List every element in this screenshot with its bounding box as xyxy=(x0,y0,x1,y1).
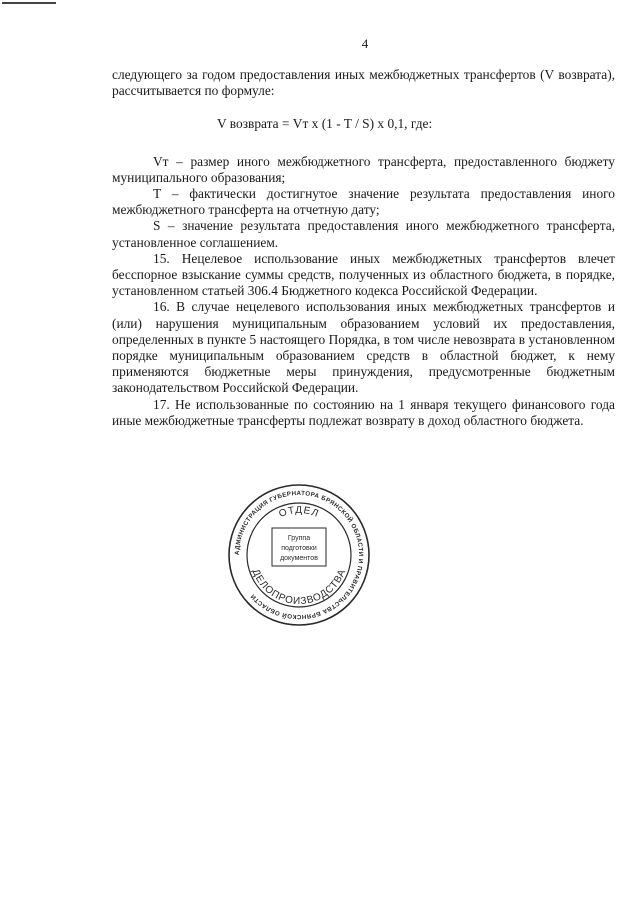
formula: V возврата = Vт x (1 - T / S) x 0,1, где: xyxy=(217,116,433,132)
paragraph-15: 15. Нецелевое использование иных межбюджетных трансфертов влечет бесспорное взыскание суммы средств, полученных из областного бюджета, в порядке, установленном статьей 306.4 Бюджетного кодекса Российской Федерации. xyxy=(112,250,615,299)
stamp-ring-text: АДМИНИСТРАЦИЯ ГУБЕРНАТОРА БРЯНСКОЙ ОБЛАСТИ И ПРАВИТЕЛЬСТВА БРЯНСКОЙ ОБЛАСТИ xyxy=(233,489,365,621)
s-definition: S – значение результата предоставления иного межбюджетного трансферта, установленное соглашением. xyxy=(112,218,615,250)
paragraph-17: 17. Не использованные по состоянию на 1 января текущего финансового года иные межбюджетные трансферты подлежат возврату в доход областного бюджета. xyxy=(112,396,615,428)
stamp-graphic xyxy=(226,482,372,628)
stamp-center-line2: подготовки xyxy=(281,545,317,552)
page-number: 4 xyxy=(361,36,369,51)
vt-definition: Vт – размер иного межбюджетного трансферта, предоставленного бюджету муниципального образования; xyxy=(112,153,615,185)
intro-paragraph: следующего за годом предоставления иных межбюджетных трансфертов (V возврата), рассчитывается по формуле: xyxy=(112,67,615,99)
office-stamp xyxy=(226,482,372,628)
document-body xyxy=(112,67,615,429)
stamp-center-line1: Группа xyxy=(287,535,311,542)
t-definition: T – фактически достигнутое значение результата предоставления иного межбюджетного трансферта на отчетную дату; xyxy=(112,186,615,218)
stamp-arc-top: ОТДЕЛ xyxy=(277,504,321,520)
stamp-arc-bottom: ДЕЛОПРОИЗВОДСТВА xyxy=(249,567,349,608)
top-edge-line xyxy=(2,2,56,4)
stamp-center-line3: документов xyxy=(280,555,318,562)
paragraph-16: 16. В случае нецелевого использования иных межбюджетных трансфертов и (или) нарушения муниципальным образованием условий их предоставления, определенных в пункте 5 настоящего Порядка, в том числе невозврата в установленном порядке муниципальным образованием средств в областной бюджет, к нему применяются бюджетные меры принуждения, предусмотренные бюджетным законодательством Российской Федерации. xyxy=(112,299,615,396)
